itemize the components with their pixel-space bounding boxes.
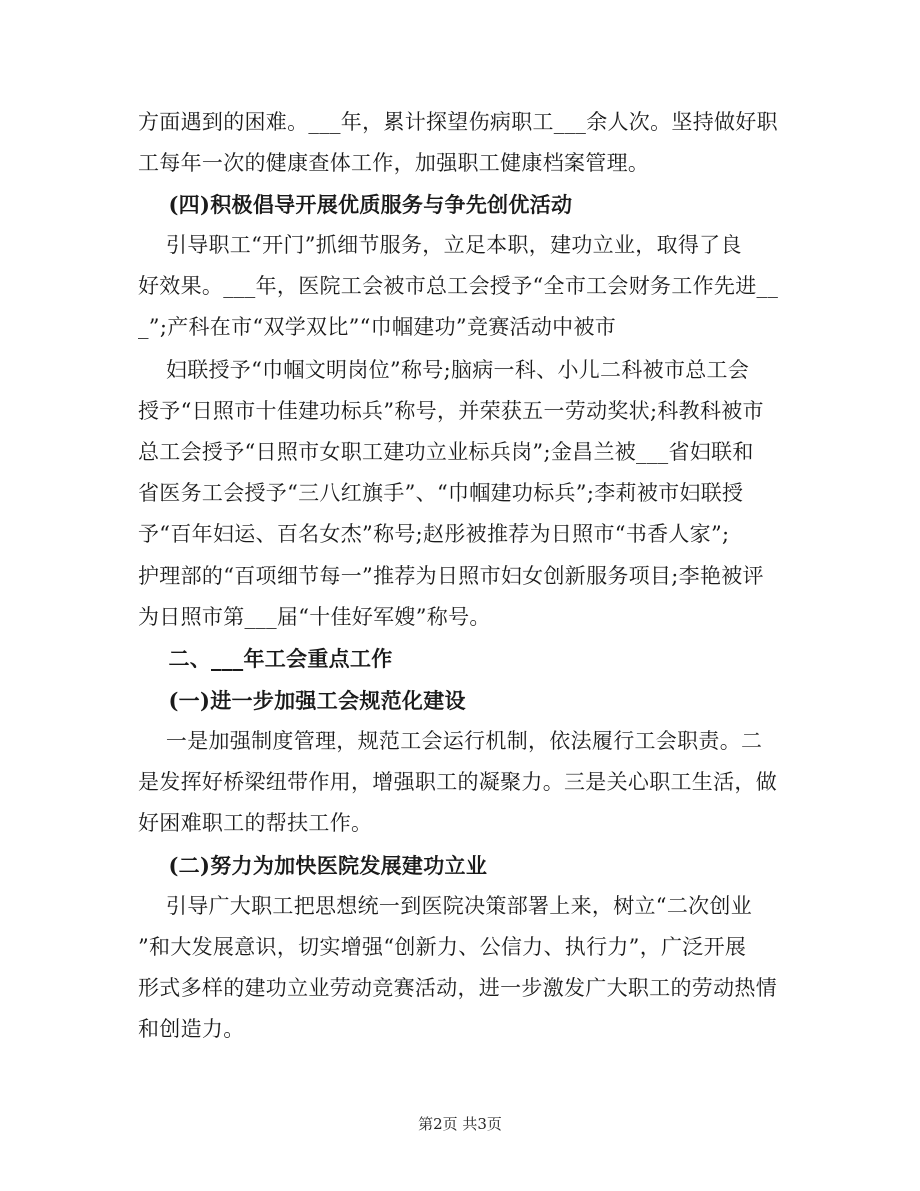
body-text-line: 一是加强制度管理，规范工会运行机制，依法履行工会职责。二 <box>138 729 763 753</box>
body-text-line: 授予“日照市十佳建功标兵”称号，并荣获五一劳动奖状;科教科被市 <box>138 399 764 423</box>
body-text-line: 引导职工“开门”抓细节服务，立足本职，建功立业，取得了良 <box>138 233 742 257</box>
body-text-line: 引导广大职工把思想统一到医院决策部署上来，树立“二次创业 <box>138 894 753 918</box>
section-heading-4: (四)积极倡导开展优质服务与争先创优活动 <box>138 192 573 217</box>
body-text-line: 总工会授予“日照市女职工建功立业标兵岗”;金昌兰被___省妇联和 <box>138 440 754 464</box>
body-text-line: _”;产科在市“双学双比”“巾帼建功”竞赛活动中被市 <box>138 315 617 339</box>
section-heading-2: 二、___年工会重点工作 <box>138 646 393 671</box>
body-text-line: 和创造力。 <box>138 1017 245 1041</box>
body-text-line: 妇联授予“巾帼文明岗位”称号;脑病一科、小儿二科被市总工会 <box>138 358 750 382</box>
body-text-line: 是发挥好桥梁纽带作用，增强职工的凝聚力。三是关心职工生活，做 <box>138 770 777 794</box>
subsection-heading-1: (一)进一步加强工会规范化建设 <box>138 688 466 713</box>
page-number-footer: 第2页 共3页 <box>418 1115 502 1133</box>
subsection-heading-2: (二)努力为加快医院发展建功立业 <box>138 853 488 878</box>
body-text-line: 为日照市第___届“十佳好军嫂”称号。 <box>138 605 491 629</box>
body-text-line: 工每年一次的健康查体工作，加强职工健康档案管理。 <box>138 151 650 175</box>
body-text-line: 形式多样的建功立业劳动竞赛活动，进一步激发广大职工的劳动热情 <box>138 976 777 1000</box>
body-text-line: 好困难职工的帮扶工作。 <box>138 811 373 835</box>
body-text-line: 方面遇到的困难。___年，累计探望伤病职工___余人次。坚持做好职 <box>138 110 778 134</box>
body-text-line: 好效果。___年，医院工会被市总工会授予“全市工会财务工作先进__ <box>138 274 779 298</box>
body-text-line: 省医务工会授予“三八红旗手”、“巾帼建功标兵”;李莉被市妇联授 <box>138 481 744 505</box>
body-text-line: ”和大发展意识，切实增强“创新力、公信力、执行力”，广泛开展 <box>138 935 747 959</box>
body-text-line: 护理部的“百项细节每一”推荐为日照市妇女创新服务项目;李艳被评 <box>138 564 764 588</box>
body-text-line: 予“百年妇运、百名女杰”称号;赵彤被推荐为日照市“书香人家”; <box>138 522 730 546</box>
